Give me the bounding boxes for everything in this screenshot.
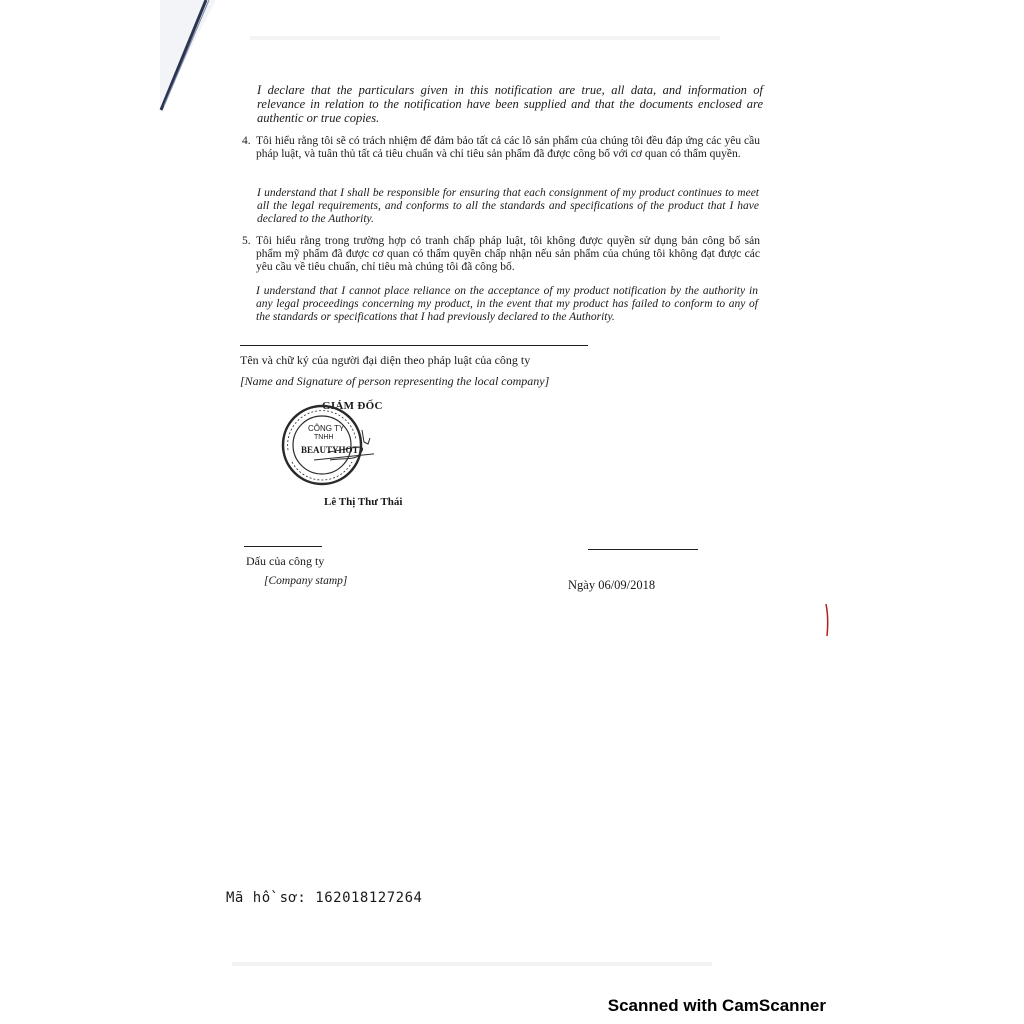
- camscanner-watermark: Scanned with CamScanner: [607, 996, 826, 1015]
- signature-label-vi: Tên và chữ ký của người đại diện theo pháp luật của công ty: [240, 353, 531, 367]
- item-5-en: I understand that I cannot place reliance on the acceptance of my product notification by the authority in any legal proceedings concerning my product, in the event that my product has failed to conform to any of the standards or specifications that I had previously declared to the Authority.: [256, 285, 758, 323]
- stamp-company-line2: TNHH: [314, 434, 334, 441]
- item-5-vi: [242, 235, 760, 274]
- signature-label-en: [Name and Signature of person representing the local company]: [240, 374, 550, 388]
- stamp-label-vi: Dấu của công ty: [246, 554, 325, 568]
- file-code: Mã hồ sơ: 162018127264: [226, 890, 423, 906]
- stamp-company-line1: CÔNG TY: [308, 424, 345, 433]
- signer-title: GIÁM ĐỐC: [322, 400, 383, 412]
- header-bleed-through: [250, 36, 720, 40]
- document-date: Ngày 06/09/2018: [568, 578, 656, 592]
- stamp-company-name: BEAUTYHOT: [301, 445, 359, 455]
- footer-bleed-through: [232, 962, 712, 966]
- signer-name: Lê Thị Thư Thái: [324, 496, 403, 508]
- company-stamp: [278, 400, 374, 490]
- signature-line: [240, 345, 588, 346]
- item-5-text-vi: Tôi hiểu rằng trong trường hợp có tranh chấp pháp luật, tôi không được quyền sử dụng bản công bố sản phẩm mỹ phẩm đã được cơ quan có thẩm quyền chấp nhận nếu sản phẩm của chúng tôi không đạt được các yêu cầu về tiêu chuẩn, chỉ tiêu mà chúng tôi đã công bố.: [256, 235, 760, 273]
- date-line: [588, 549, 698, 550]
- declaration-paragraph: I declare that the particulars given in this notification are true, all data, and information of relevance in relation to the notification have been supplied and that the documents enclosed are authentic or true copies.: [257, 83, 763, 125]
- red-edge-mark: [824, 600, 830, 640]
- scan-edge-shadow: [0, 0, 215, 115]
- stamp-label-en: [Company stamp]: [264, 575, 348, 587]
- item-4-en: I understand that I shall be responsible for ensuring that each consignment of my product continues to meet all the legal requirements, and conforms to all the standards and specifications of the product that I have declared to the Authority.: [257, 187, 759, 225]
- item-5-number: 5.: [242, 235, 251, 247]
- item-4-vi: [242, 135, 760, 161]
- item-4-text-vi: Tôi hiểu rằng tôi sẽ có trách nhiệm để đảm bảo tất cả các lô sản phẩm của chúng tôi đều đáp ứng các yêu cầu pháp luật, và tuân thủ tất cả tiêu chuẩn và chỉ tiêu sản phẩm đã được công bố với cơ quan có thẩm quyền.: [256, 135, 760, 160]
- item-4-number: 4.: [242, 135, 251, 147]
- stamp-line: [244, 546, 322, 547]
